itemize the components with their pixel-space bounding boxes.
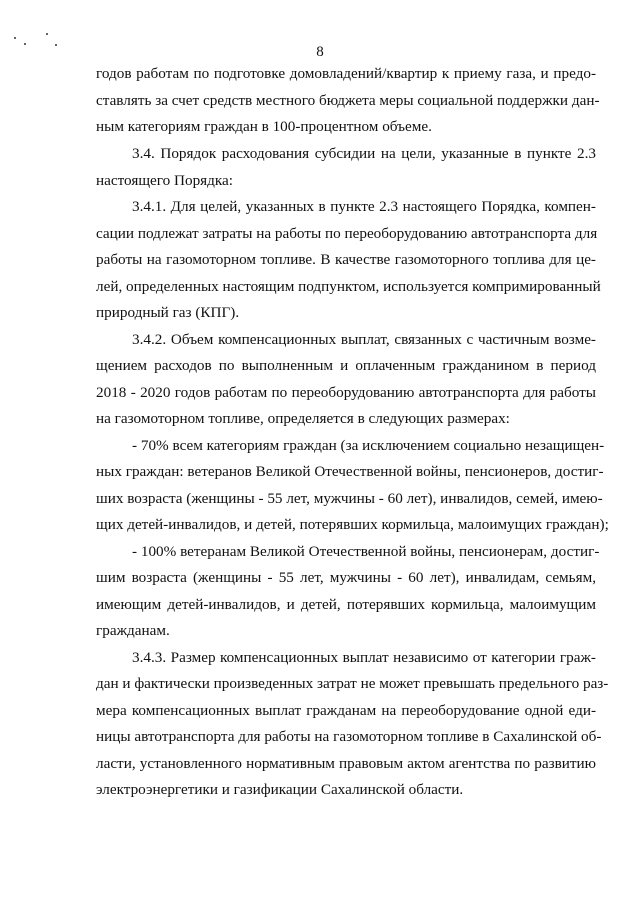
text-line: лей, определенных настоящим подпунктом, используется компримированный — [96, 278, 601, 295]
text-line: ших возраста (женщины - 55 лет, мужчины - 60 лет), инвалидов, семей, имею- — [96, 490, 603, 507]
text-line: ницы автотранспорта для работы на газомоторном топливе в Сахалинской об- — [96, 728, 602, 745]
text-line: щих детей-инвалидов, и детей, потерявших кормильца, малоимущих граждан); — [96, 516, 609, 533]
scan-speck — [46, 33, 48, 35]
text-line: годов работам по подготовке домовладений/квартир к приему газа, и предо- — [96, 65, 596, 82]
text-line: на газомоторном топливе, определяется в следующих размерах: — [96, 410, 510, 427]
text-line: - 70% всем категориям граждан (за исключением социально незащищен- — [132, 437, 605, 454]
scan-speck — [14, 37, 16, 39]
text-line: работы на газомоторном топливе. В качестве газомоторного топлива для це- — [96, 251, 596, 268]
page-number: 8 — [316, 44, 324, 60]
text-line: ным категориям граждан в 100-процентном объеме. — [96, 118, 432, 135]
text-line: - 100% ветеранам Великой Отечественной войны, пенсионерам, достиг- — [132, 543, 600, 560]
text-line: гражданам. — [96, 622, 170, 639]
text-line: 2018 - 2020 годов работам по переоборудованию автотранспорта для работы — [96, 384, 596, 401]
text-line: 3.4.1. Для целей, указанных в пункте 2.3 настоящего Порядка, компен- — [132, 198, 596, 215]
text-line: мера компенсационных выплат гражданам на переоборудование одной еди- — [96, 702, 596, 719]
text-line: 3.4. Порядок расходования субсидии на цели, указанные в пункте 2.3 — [132, 145, 596, 162]
text-line: щением расходов по выполненным и оплаченным гражданином в период — [96, 357, 596, 374]
text-line: ных граждан: ветеранов Великой Отечественной войны, пенсионеров, достиг- — [96, 463, 604, 480]
text-line: природный газ (КПГ). — [96, 304, 240, 321]
text-line: электроэнергетики и газификации Сахалинской области. — [96, 781, 464, 798]
text-line: ласти, установленного нормативным правовым актом агентства по развитию — [96, 755, 596, 772]
text-line: 3.4.2. Объем компенсационных выплат, связанных с частичным возме- — [132, 331, 596, 348]
text-line: сации подлежат затраты на работы по переоборудованию автотранспорта для — [96, 225, 598, 242]
text-line: шим возраста (женщины - 55 лет, мужчины - 60 лет), инвалидам, семьям, — [96, 569, 596, 586]
text-line: настоящего Порядка: — [96, 172, 233, 189]
text-line: имеющим детей-инвалидов, и детей, потерявших кормильца, малоимущим — [96, 596, 596, 613]
text-line: дан и фактически произведенных затрат не может превышать предельного раз- — [96, 675, 609, 692]
text-line: 3.4.3. Размер компенсационных выплат независимо от категории граж- — [132, 649, 596, 666]
text-line: ставлять за счет средств местного бюджета меры социальной поддержки дан- — [96, 92, 600, 109]
